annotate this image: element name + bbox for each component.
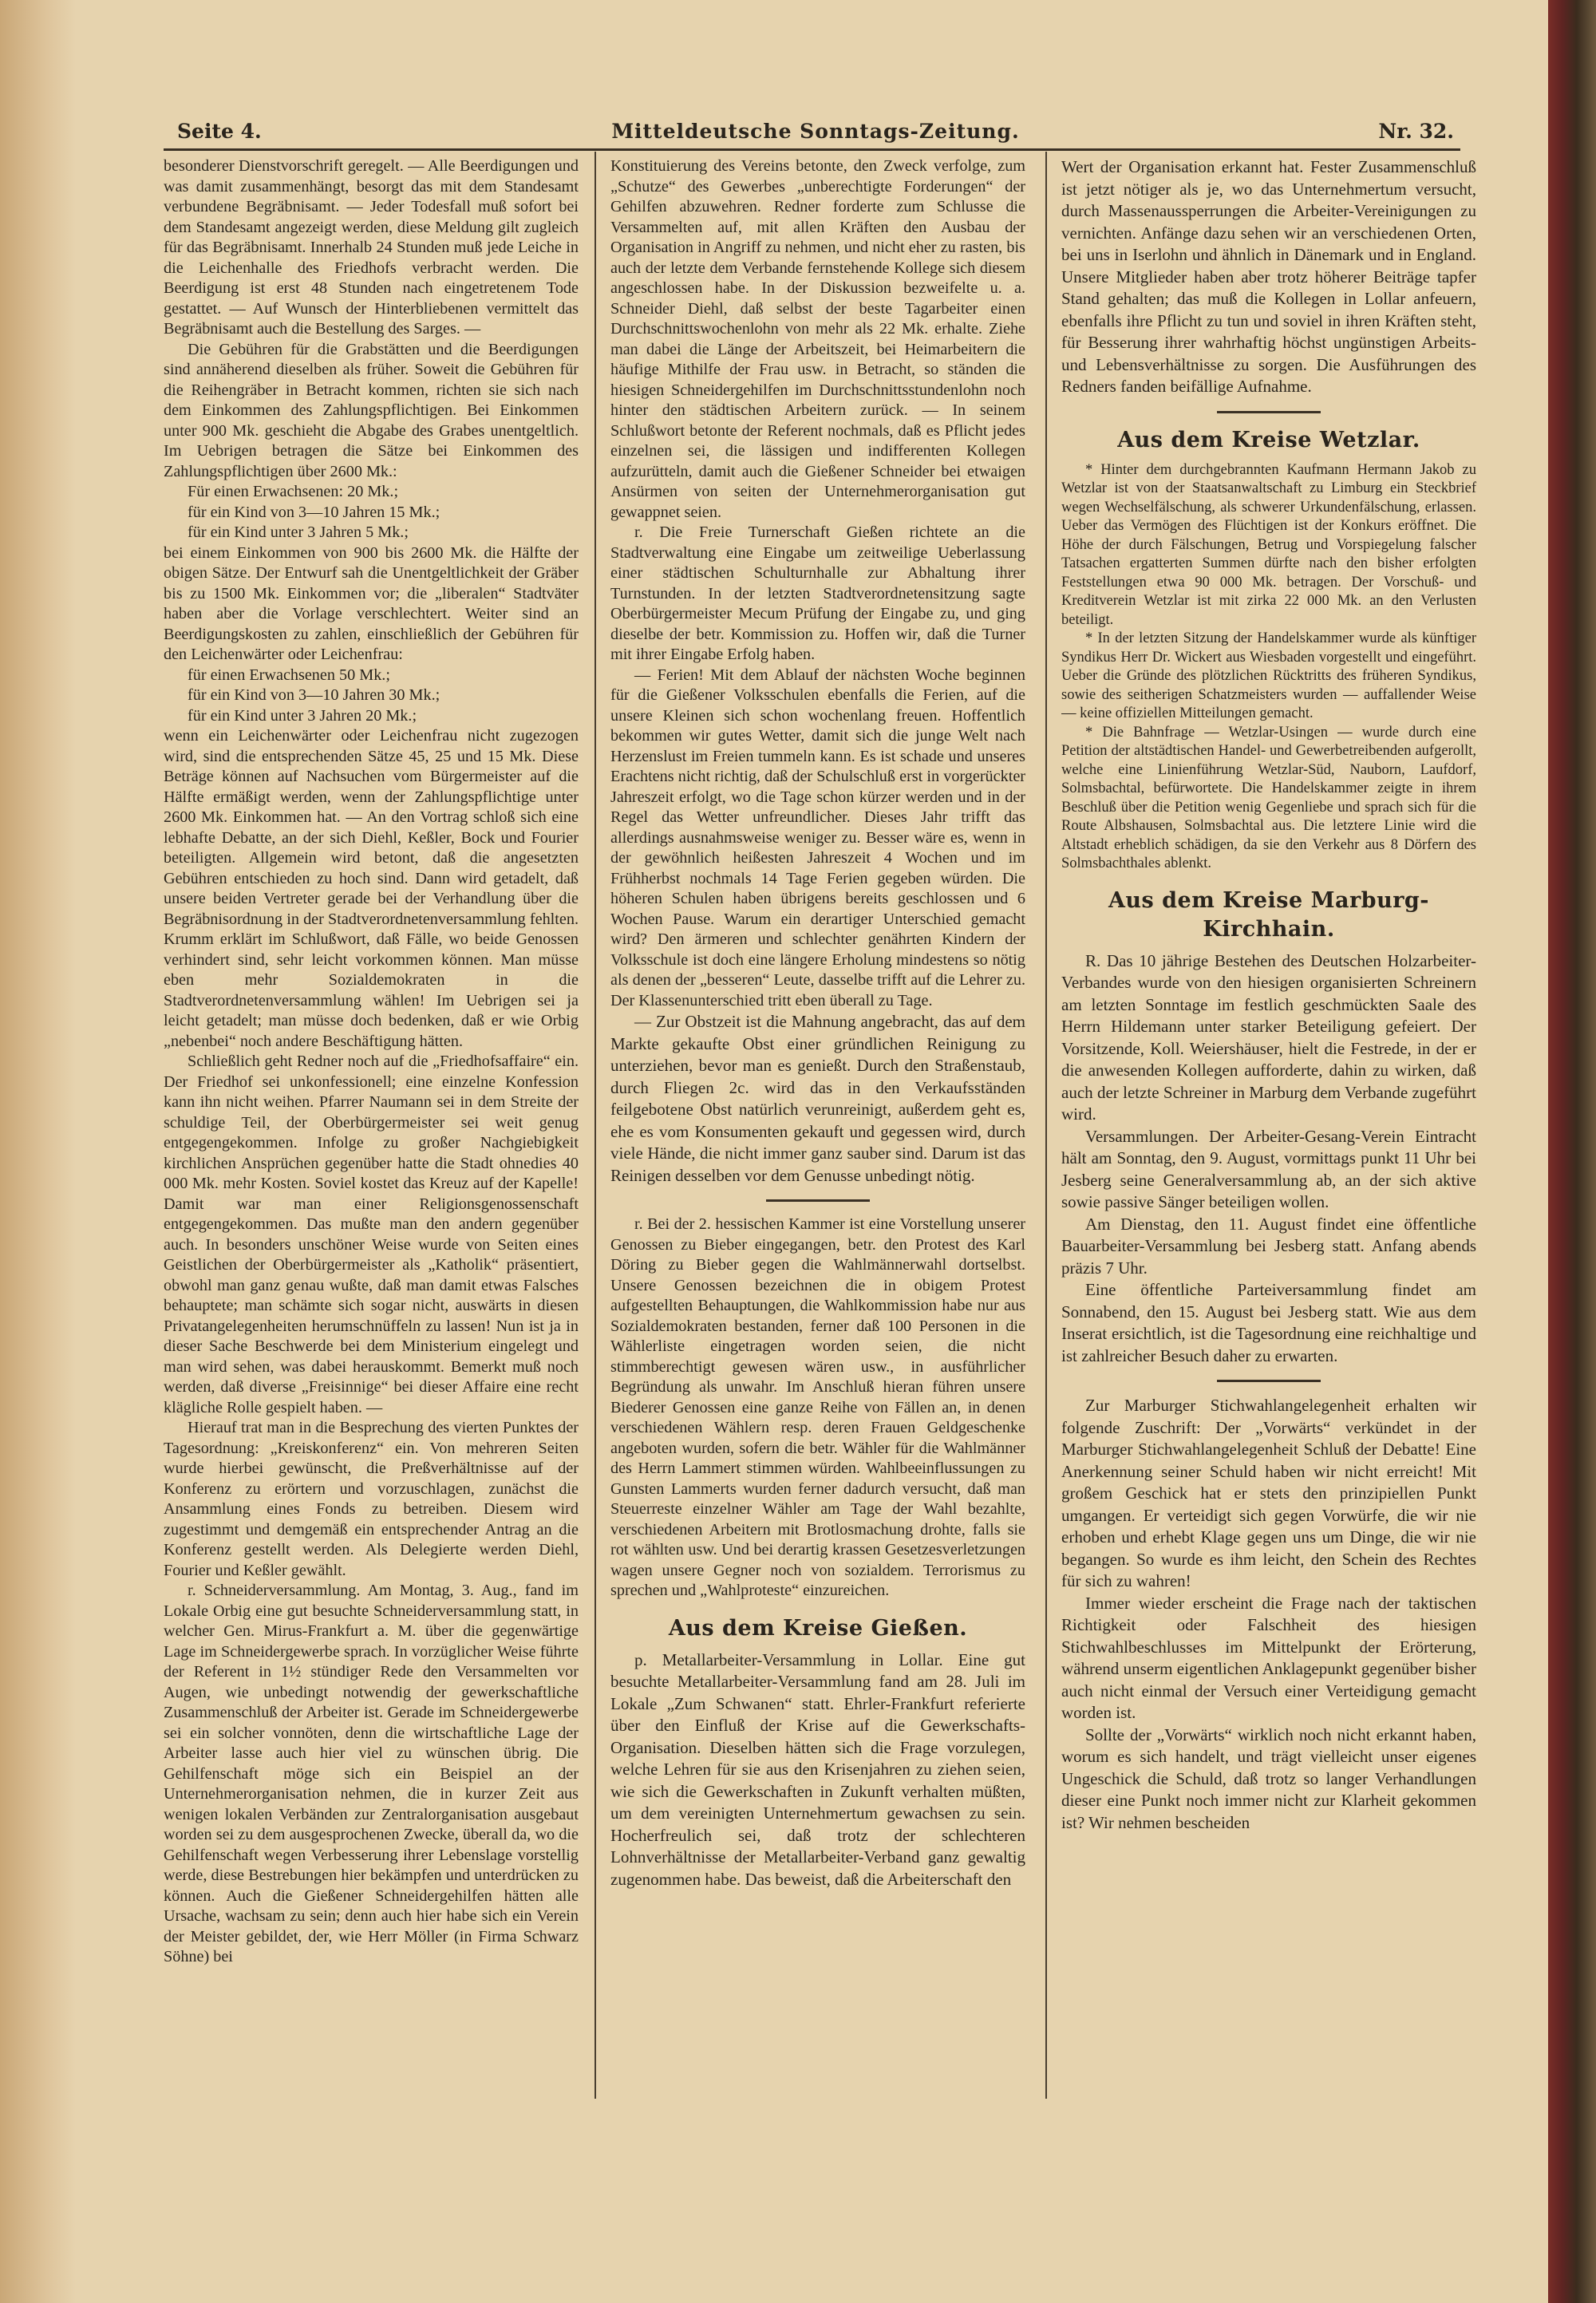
section-divider	[1217, 1380, 1321, 1382]
column-rule	[1045, 152, 1047, 2099]
binding-shadow	[0, 0, 76, 2303]
column-3	[1061, 156, 1476, 2231]
paragraph: r. Die Freie Turnerschaft Gießen richtete an die Stadtverwaltung eine Eingabe um zeitweilige Ueberlassung einer städtischen Schulturnhalle zur Abhaltung ihrer Turnstunden. In der letzten Stadtverordnetensitzung sagte Oberbürgermeister Mecum Prüfung der Eingabe zu, und ging dieselbe der betr. Kommission zu. Hoffen wir, daß die Turner mit ihrer Eingabe Erfolg haben.	[610, 523, 1025, 663]
column-2	[610, 156, 1025, 2231]
paragraph: — Ferien! Mit dem Ablauf der nächsten Woche beginnen für die Gießener Volksschulen ebenfalls die Ferien, auf die unsere Kleinen sich schon wochenlang freuen. Hoffentlich bekommen wir gutes Wetter, damit sich die junge Welt nach Herzenslust im Freien tummeln kann. Es ist schade und unseres Erachtens nicht richtig, daß der Schulschluß erst in vorgerückter Jahreszeit erfolgt, wo die Tage schon kürzer werden und in der Regel das Wetter unfreundlicher. Dieses Jahr trifft das allerdings ausnahmsweise weniger zu. Besser wäre es, wenn in der gewöhnlich heißesten Jahreszeit 4 Wochen und im Frühherbst nochmals 14 Tage Ferien gegeben würden. Die höheren Schulen haben übrigens bereits geschlossen und 6 Wochen Pause. Warum ein derartiger Unterschied gemacht wird? Den ärmeren und schlechter genährten Kindern der Volksschule ist doch eine längere Erholung mindestens so nötig als denen der „besseren“ Leute, dasselbe trifft auf die Lehrer zu. Der Klassenunterschied tritt eben überall zu Tage.	[610, 666, 1025, 1009]
paragraph: — Zur Obstzeit ist die Mahnung angebracht, das auf dem Markte gekaufte Obst einer gründlichen Reinigung zu unterziehen, bevor man es genießt. Durch den Straßenstaub, durch Fliegen 2c. wird das in den Verkaufsständen feilgebotene Obst natürlich verunreinigt, außerdem geht es, ehe es vom Konsumenten gekauft und gegessen wird, durch viele Hände, die nicht immer ganz sauber sind. Darum ist das Reinigen desselben vor dem Genusse unbedingt nötig.	[610, 1012, 1025, 1185]
paragraph: Schließlich geht Redner noch auf die „Friedhofsaffaire“ ein. Der Friedhof sei unkonfessionell; eine einzelne Konfession kann ihn nicht weihen. Pfarrer Naumann sei in dem Streite der schuldige Teil, der Oberbürgermeister sei weit genug entgegengekommen. Infolge zu großer Nachgiebigkeit kirchlichen Ansprüchen gegenüber hatte die Stadt ohnedies 40 000 Mk. mehr Kosten. Soviel kostet das Kreuz auf der Kapelle! Damit war man einer Religionsgenossenschaft entgegengekommen. Das mußte man den andern gegenüber auch. In besonders unschöner Weise wurde von Seiten eines Geistlichen der Oberbürgermeister als „Katholik“ präsentiert, obwohl man ganz genau wußte, daß man damit etwas Falsches behauptete; man schämte sich sogar nicht, auswärts in diesen Privatangelegenheiten herumschnüffeln zu lassen! Nun ist ja in dieser Sache Beschwerde bei dem Ministerium eingelegt und man wird sehen, was dabei herauskommt. Bemerkt muß noch werden, daß diverse „Freisinnige“ bei dieser Affaire eine recht klägliche Rolle gespielt haben. —	[164, 1053, 579, 1416]
page-number: Seite 4.	[177, 120, 262, 143]
fee-item: für ein Kind unter 3 Jahren 20 Mk.;	[188, 706, 417, 725]
section-divider	[766, 1199, 870, 1202]
book-edge	[1548, 0, 1596, 2303]
paragraph: Immer wieder erscheint die Frage nach der taktischen Richtigkeit oder Falschheit des hiesigen Stichwahlbeschlusses im Mittelpunkt der Erörterung, während unserm eigentlichen Anklagepunkt gegenüber bisher auch nicht einmal der Versuch einer Verteidigung gemacht worden ist.	[1061, 1593, 1476, 1722]
paragraph: Sollte der „Vorwärts“ wirklich noch nicht erkannt haben, worum es sich handelt, und trägt vielleicht unser eigenes Ungeschick die Schuld, daß trotz so langer Verhandlungen dieser eine Punkt noch immer nicht zur Klarheit gekommen ist? Wir nehmen bescheiden	[1061, 1724, 1476, 1832]
paragraph: Konstituierung des Vereins betonte, den Zweck verfolge, zum „Schutze“ des Gewerbes „unberechtigte Forderungen“ der Gehilfen abzuwehren. Redner forderte zum Schlusse die Versammelten auf, mit allen Kräften den Ausbau der Organisation in Angriff zu nehmen, und nicht eher zu rasten, bis auch der letzte dem Verbande fernstehende Kollege sich diesem angeschlossen habe. In der Diskussion bezweifelte u. a. Schneider Diehl, daß selbst der beste Tagarbeiter einen Durchschnittswochenlohn von mehr als 22 Mk. erhalte. Ziehe man dabei die Länge der Arbeitszeit, bei Heimarbeitern die häufige Mithilfe der Frau usw. in Betracht, so ständen die hiesigen Schneidergehilfen im Durchschnittsstundenlohn noch hinter den städtischen Arbeitern zurück. — In seinem Schlußwort betonte der Referent nochmals, daß es Pflicht jedes einzelnen sei, die lässigen und indifferenten Kollegen aufzurütteln, damit auch die Gießener Schneider bei etwaigen Ansürmen von seiten der Unternehmerorganisation gut gewappnet seien.	[610, 157, 1025, 521]
fee-item: für ein Kind von 3—10 Jahren 30 Mk.;	[188, 686, 440, 704]
paragraph: Am Dienstag, den 11. August findet eine öffentliche Bauarbeiter-Versammlung bei Jesberg statt. Anfang abends präzis 7 Uhr.	[1061, 1214, 1476, 1278]
page-header	[177, 120, 1454, 148]
issue-number: Nr. 32.	[1378, 120, 1454, 143]
paragraph: besonderer Dienstvorschrift geregelt. — Alle Beerdigungen und was damit zusammenhängt, besorgt das mit dem Standesamt verbundene Begräbnisamt. — Jeder Todesfall muß sofort bei dem Standesamt angezeigt werden, diese Meldung gilt zugleich für das Begräbnisamt. Innerhalb 24 Stunden muß jede Leiche in die Leichenhalle des Friedhofs verbracht werden. Die Beerdigung ist erst 48 Stunden nach eingetretenem Tode gestattet. — Auf Wunsch der Hinterbliebenen vermittelt das Begräbnisamt auch die Bestellung des Sarges. —	[164, 157, 579, 338]
paragraph: Wert der Organisation erkannt hat. Fester Zusammenschluß ist jetzt nötiger als je, wo das Unternehmertum versucht, durch Massenaussperrungen die Arbeiter-Vereinigungen zu vernichten. Anfänge dazu sehen wir an verschiedenen Orten, bei uns in Iserlohn und ähnlich in Dänemark und in England. Unsere Mitglieder haben aber trotz höherer Beiträge tapfer Stand gehalten; das muß die Kollegen in Lollar anfeuern, ebenfalls ihre Pflicht zu tun und soviel in ihren Kräften steht, für Besserung ihrer wahrhaftig höchst ungünstigen Arbeits- und Lebensverhältnisse zu sorgen. Die Ausführungen des Redners fanden beifällige Aufnahme.	[1061, 157, 1476, 396]
paragraph: Eine öffentliche Parteiversammlung findet am Sonnabend, den 15. August bei Jesberg statt. Wie aus dem Inserat ersichtlich, ist die Tagesordnung eine reichhaltige und ist zahlreicher Besuch daher zu erwarten.	[1061, 1280, 1476, 1365]
paragraph: * Hinter dem durchgebrannten Kaufmann Hermann Jakob zu Wetzlar ist von der Staatsanwaltschaft zu Limburg ein Steckbrief wegen Wechselfälschung, als schwerer Urkundenfälschung, erlassen. Ueber das Vermögen des Flüchtigen ist der Konkurs eröffnet. Die Höhe der durch Fälschungen, Betrug und Vorspiegelung falscher Tatsachen ergatterten Summen dürfte nach den bisher erfolgten Feststellungen etwa 90 000 Mk. betragen. Der Vorschuß- und Kreditverein Wetzlar ist mit zirka 22 000 Mk. an den Verlusten beteiligt.	[1061, 461, 1476, 628]
paragraph: bei einem Einkommen von 900 bis 2600 Mk. die Hälfte der obigen Sätze. Der Entwurf sah die Unentgeltlichkeit der Gräber bis zu 1500 Mk. Einkommen vor; die „liberalen“ Stadtväter haben aber die Vorlage verschlechtert. Weiter sind an Beerdigungskosten zu zahlen, einschließlich der Gebühren für den Leichenwärter oder Leichenfrau:	[164, 543, 579, 663]
paragraph: Die Gebühren für die Grabstätten und die Beerdigungen sind annäherend dieselben als früher. Soweit die Gebühren für die Reihengräber in Betracht kommen, richten sie sich nach dem Einkommen des Zahlungspflichtigen. Bei Einkommen unter 900 Mk. geschieht die Abgabe des Grabes unentgeltlich. Im Uebrigen betragen die Sätze bei Einkommen des Zahlungspflichtigen über 2600 Mk.:	[164, 340, 579, 480]
paragraph: r. Bei der 2. hessischen Kammer ist eine Vorstellung unserer Genossen zu Bieber eingegangen, betr. den Protest des Karl Döring zu Bieber gegen die Wahlmännerwahl dortselbst. Unsere Genossen bezeichnen die in obigem Protest aufgestellten Behauptungen, die Wahlkommission habe nur aus Sozialdemokraten bestanden, ferner daß 100 Personen in die Wählerliste eingetragen worden seien, die nicht stimmberechtigt gewesen wären usw., in ausführlicher Begründung als unwahr. Im Anschluß hieran führen unsere Biederer Genossen eine ganze Reihe von Fällen an, in denen verschiedenen Wählern resp. deren Frauen Geldgeschenke angeboten wurden, sofern die betr. Wähler für die Wahlmänner des Herrn Lammert stimmen würden. Wahlbeeinflussungen zu Gunsten Lammerts wurden ferner dadurch versucht, daß man Steuerreste einzelner Wähler am Tage der Wahl bezahlte, verschiedenen Arbeitern mit Brotlosmachung drohte, falls sie rot wählten usw. Und bei derartig krassen Gesetzesverletzungen wagen unsere Gegner noch von sozialdem. Terrorismus zu sprechen und „Wahlproteste“ einzureichen.	[610, 1215, 1025, 1599]
newspaper-title: Mitteldeutsche Sonntags-Zeitung.	[611, 120, 1020, 143]
paragraph: r. Schneiderversammlung. Am Montag, 3. Aug., fand im Lokale Orbig eine gut besuchte Schneiderversammlung statt, in welcher Gen. Mirus-Frankfurt a. M. über die gegenwärtige Lage im Schneidergewerbe sprach. In vorzüglicher Weise führte der Referent in 1½ stündiger Rede den Versammelten vor Augen, wie unbedingt notwendig der gewerkschaftliche Zusammenschluß der Arbeiter ist. Gerade im Schneidergewerbe sei ein solcher vonnöten, denn die wirtschaftliche Lage der Arbeiter lasse auch hier viel zu wünschen übrig. Die Gehilfenschaft möge sich ein Beispiel an der Unternehmerorganisation nehmen, die in kurzer Zeit aus wenigen lokalen Verbänden zur Zentralorganisation ausgebaut worden sei zu dem ausgesprochenen Zwecke, überall da, wo die Gehilfenschaft wegen Verbesserung ihrer Lebenslage vorstellig werde, diese Bestrebungen hier bekämpfen und unterdrücken zu können. Auch die Gießener Schneidergehilfen hätten alle Ursache, wachsam zu sein; denn auch hier habe sich ein Verein der Meister gebildet, der, wie Herr Möller (in Firma Schwarz Söhne) bei	[164, 1582, 579, 1965]
fee-item: für ein Kind von 3—10 Jahren 15 Mk.;	[188, 503, 440, 521]
paragraph: p. Metallarbeiter-Versammlung in Lollar. Eine gut besuchte Metallarbeiter-Versammlung fand am 28. Juli im Lokale „Zum Schwanen“ statt. Ehrler-Frankfurt referierte über den Einfluß der Krise auf die Gewerkschafts-Organisation. Dieselben hätten sich die Frage vorzulegen, welche Lehren für sie aus den Krisenjahren zu ziehen seien, wie sich die Gewerkschaften in Zukunft verhalten müßten, um dem vereinigten Unternehmertum gewachsen zu sein. Hocherfreulich sei, daß trotz der schlechteren Lohnverhältnisse der Metallarbeiter-Verband ganz gewaltig zugenommen habe. Das beweist, daß die Arbeiterschaft den	[610, 1649, 1025, 1889]
section-heading: Aus dem Kreise Wetzlar.	[1117, 427, 1420, 452]
fee-item: Für einen Erwachsenen: 20 Mk.;	[188, 483, 399, 500]
column-rule	[595, 152, 596, 2099]
fee-item: für einen Erwachsenen 50 Mk.;	[188, 666, 390, 684]
paragraph: wenn ein Leichenwärter oder Leichenfrau nicht zugezogen wird, sind die entsprechenden Sätze 45, 25 und 15 Mk. Diese Beträge können auf Nachsuchen vom Bürgermeister auf die Hälfte ermäßigt werden, wenn der Zahlungspflichtige unter 2600 Mk. Einkommen hat. — An den Vortrag schloß sich eine lebhafte Debatte, an der sich Diehl, Keßler, Bock und Fourier beteiligten. Allgemein wird betont, daß die angesetzten Gebühren entschieden zu hoch sind. Dann wird getadelt, daß unsere beiden Vertreter gerade bei der Verhandlung über die Begräbnisordnung in der Stadtverordnetenversammlung fehlten. Krumm erklärt im Schlußwort, daß Fälle, wo beide Genossen verhindert sind, sehr leicht vorkommen können. Man müsse eben mehr Sozialdemokraten in die Stadtverordnetenversammlung wählen! Im Uebrigen sei ja leicht getadelt; man müsse doch bedenken, daß er wie Orbig „nebenbei“ noch andere Beschäftigung hätten.	[164, 727, 579, 1050]
section-heading: Aus dem Kreise Marburg-Kirchhain.	[1108, 887, 1430, 942]
section-divider	[1217, 411, 1321, 413]
paragraph: R. Das 10 jährige Bestehen des Deutschen Holzarbeiter-Verbandes wurde von den hiesigen organisierten Schreinern am letzten Sonntage im festlich geschmückten Saale des Herrn Hildemann unter starker Beteiligung gefeiert. Der Vorsitzende, Koll. Weiershäuser, hielt die Festrede, in der er die anwesenden Kollegen aufforderte, dahin zu wirken, daß auch der letzte Schreiner in Marburg dem Verbande zugeführt wird.	[1061, 950, 1476, 1124]
paragraph: * In der letzten Sitzung der Handelskammer wurde als künftiger Syndikus Herr Dr. Wickert aus Wiesbaden vorgestellt und eingeführt. Ueber die Gründe des plötzlichen Rücktritts des früheren Syndikus, sowie des seitherigen Schatzmeisters wurden — auffallender Weise — keine offiziellen Mitteilungen gemacht.	[1061, 630, 1476, 721]
fee-item: für ein Kind unter 3 Jahren 5 Mk.;	[188, 523, 409, 541]
paragraph: Zur Marburger Stichwahlangelegenheit erhalten wir folgende Zuschrift: Der „Vorwärts“ verkündet in der Marburger Stichwahlangelegenheit Schluß der Debatte! Eine Anerkennung seiner Schuld haben wir nicht erreicht! Mit großem Geschick hat er stets den prinzipiellen Punkt umgangen. Er verteidigt sich gegen Vorwürfe, die wir nie erhoben und erhebt Klage gegen uns um Dinge, die wir nie begangen. So wurde es ihm leicht, den Schein des Rechtes für sich zu wahren!	[1061, 1396, 1476, 1590]
paragraph: Hierauf trat man in die Besprechung des vierten Punktes der Tagesordnung: „Kreiskonferenz“ ein. Von mehreren Seiten wurde hierbei gewünscht, die Preßverhältnisse auf der Konferenz zu erörtern und vorzuschlagen, zunächst die Ansammlung eines Fonds zu betreiben. Diesem wird zugestimmt und demgemäß ein entsprechender Antrag an die Konferenz gestellt werden. Als Delegierte werden Diehl, Fourier und Keßler gewählt.	[164, 1419, 579, 1579]
column-1	[164, 156, 579, 2231]
section-heading: Aus dem Kreise Gießen.	[668, 1615, 968, 1641]
paragraph: Versammlungen. Der Arbeiter-Gesang-Verein Eintracht hält am Sonntag, den 9. August, vormittags punkt 11 Uhr bei Jesberg seine Generalversammlung ab, an der sich aktive sowie passive Sänger beteiligen wollen.	[1061, 1126, 1476, 1211]
header-rule	[164, 148, 1460, 151]
paragraph: * Die Bahnfrage — Wetzlar-Usingen — wurde durch eine Petition der altstädtischen Handel- und Gewerbetreibenden aufgerollt, welche eine Linienführung Wetzlar-Süd, Nauborn, Laufdorf, Solmsbachtal, befürwortete. Die Handelskammer zeigte in ihrem Beschluß über die Petition wenig Gegenliebe und sprach sich für die Route Albshausen, Solmsbachtal aus. Die letztere Linie wird die Altstadt erheblich schädigen, da sie den Verkehr aus 8 Dörfern des Solmsbachthales ablenkt.	[1061, 724, 1476, 871]
